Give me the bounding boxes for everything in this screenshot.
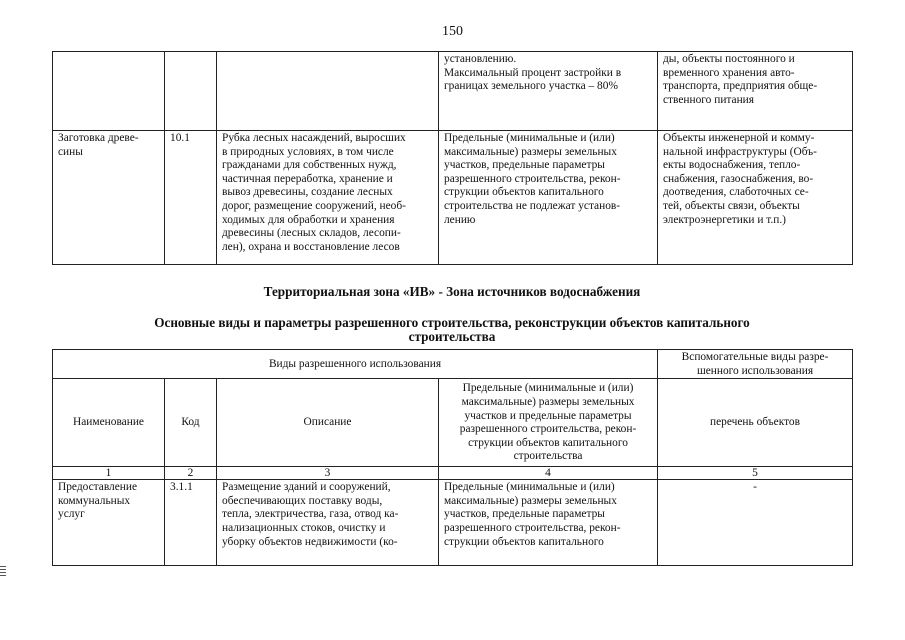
- cell-aux: -: [658, 480, 853, 566]
- header-params: Предельные (минимальные и (или) максимальные) размеры земельных участков и предельные параметры разрешенного строительства, рекон- струкции объектов капитального строительства: [439, 379, 658, 467]
- cell-name: [53, 52, 165, 131]
- cell-description: Рубка лесных насаждений, выросших в природных условиях, в том числе гражданами для собственных нужд, частичная переработка, хранение и вывоз древесины, создание лесных дорог, размещение сооружений, необ- ходимых для обработки и хранения древесины (лесных складов, лесопи- лен), охрана и восстановление лесов: [217, 131, 439, 265]
- cell-code: 3.1.1: [165, 480, 217, 566]
- section-title: Основные виды и параметры разрешенного строительства, реконструкции объектов капитального строительства: [154, 315, 750, 344]
- cell-params: Предельные (минимальные и (или) максимальные) размеры земельных участков, предельные параметры разрешенного строительства, рекон- струкции объектов капитального строительства не подлежат установ- лению: [439, 131, 658, 265]
- table-header-row: [53, 350, 853, 379]
- zone-title: Территориальная зона «ИВ» - Зона источников водоснабжения: [263, 284, 641, 299]
- column-number: 4: [439, 467, 658, 480]
- header-description: Описание: [217, 379, 439, 467]
- cell-code: 10.1: [165, 131, 217, 265]
- header-name: Наименование: [53, 379, 165, 467]
- scan-margin-marks: [0, 566, 6, 578]
- cell-aux: Объекты инженерной и комму- нальной инфраструктуры (Объ- екты водоснабжения, тепло- снабжения, газоснабжения, во- доотведения, слаботочных се- тей, объекты связи, объекты электроэнергетики и т.п.): [658, 131, 853, 265]
- table-header-row: [53, 379, 853, 467]
- cell-name: Предоставление коммунальных услуг: [53, 480, 165, 566]
- cell-description: Размещение зданий и сооружений, обеспечивающих поставку воды, тепла, электричества, газа, отвод ка- нализационных стоков, очистку и уборку объектов недвижимости (ко-: [217, 480, 439, 566]
- cell-description: [217, 52, 439, 131]
- header-code: Код: [165, 379, 217, 467]
- cell-name: Заготовка древе- сины: [53, 131, 165, 265]
- column-number: 1: [53, 467, 165, 480]
- group-header: Виды разрешенного использования: [53, 350, 658, 379]
- column-number: 5: [658, 467, 853, 480]
- page-number: 150: [442, 24, 463, 39]
- header-aux: перечень объектов: [658, 379, 853, 467]
- column-number: 2: [165, 467, 217, 480]
- table-row: [53, 52, 853, 131]
- cell-code: [165, 52, 217, 131]
- column-number: 3: [217, 467, 439, 480]
- column-number-row: [53, 467, 853, 480]
- table-row: [53, 131, 853, 265]
- cell-params: установлению. Максимальный процент застройки в границах земельного участка – 80%: [439, 52, 658, 131]
- continued-table: [52, 51, 853, 265]
- table-row: [53, 480, 853, 566]
- cell-aux: ды, объекты постоянного и временного хранения авто- транспорта, предприятия обще- ственного питания: [658, 52, 853, 131]
- cell-params: Предельные (минимальные и (или) максимальные) размеры земельных участков, предельные параметры разрешенного строительства, рекон- струкции объектов капитального: [439, 480, 658, 566]
- aux-header: Вспомогательные виды разре- шенного использования: [658, 350, 853, 379]
- main-table: [52, 349, 853, 566]
